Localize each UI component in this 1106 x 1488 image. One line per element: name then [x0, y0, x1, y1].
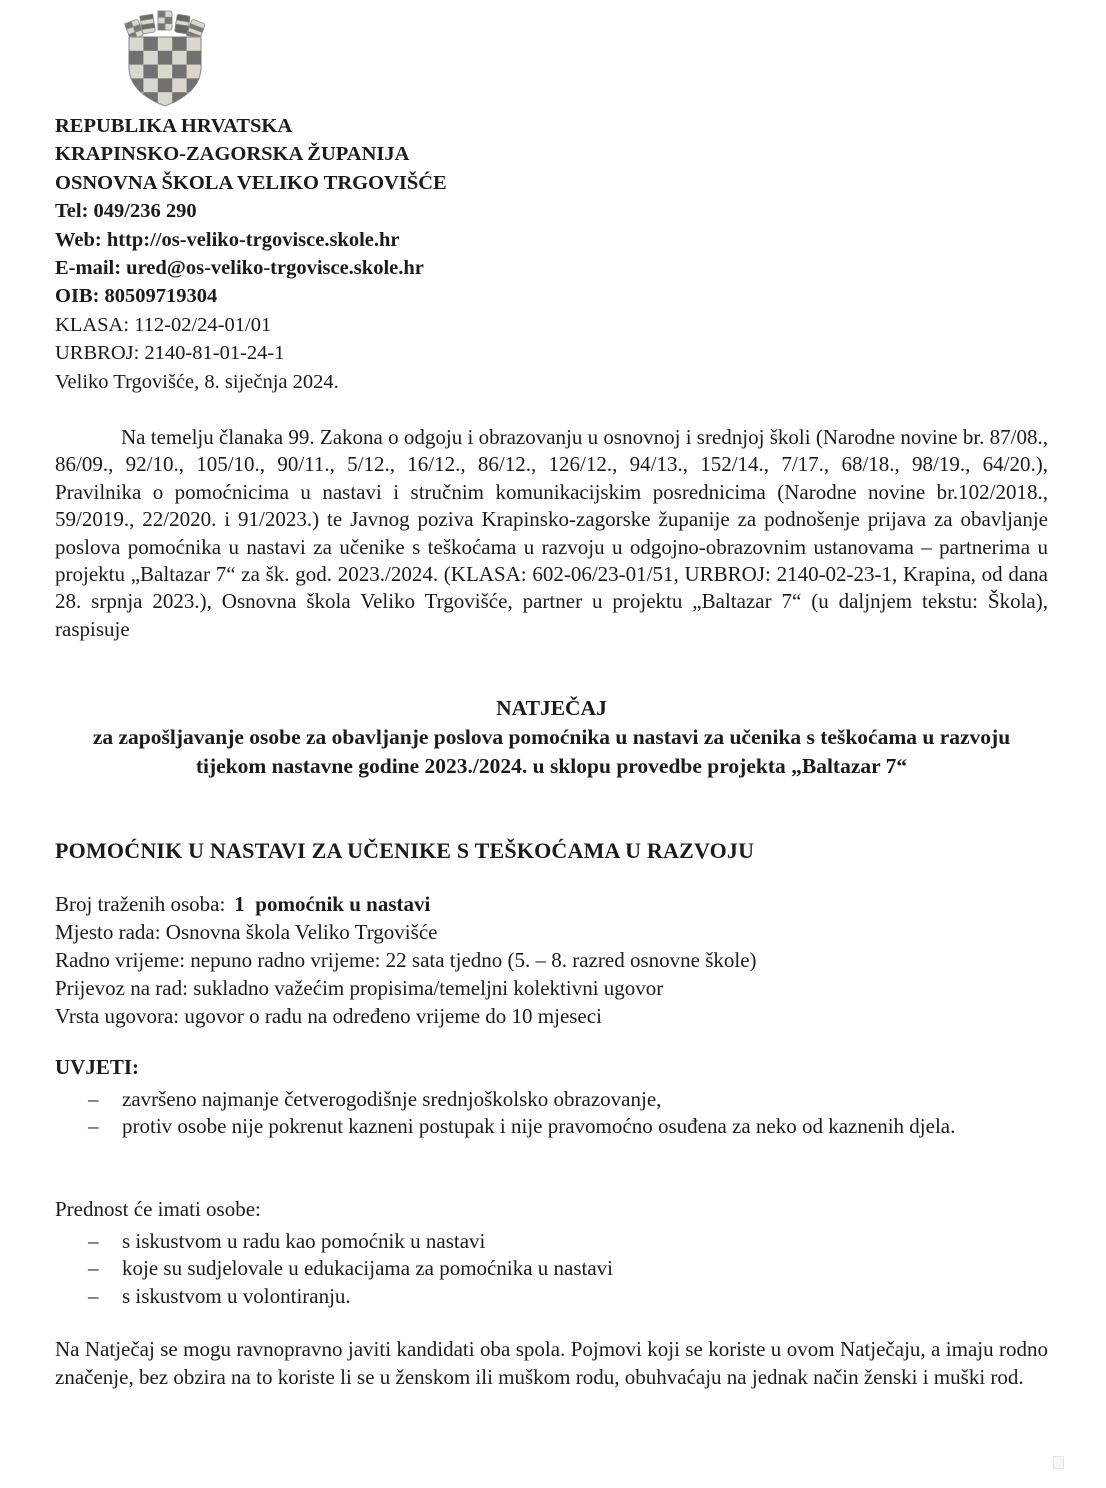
conditions-section — [55, 1054, 1048, 1141]
detail-working-hours: Radno vrijeme: nepuno radno vrijeme: 22 sata tjedno (5. – 8. razred osnovne škole) — [55, 948, 757, 972]
org-school-name: OSNOVNA ŠKOLA VELIKO TRGOVIŠĆE — [55, 171, 447, 194]
condition-text: završeno najmanje četverogodišnje srednjoškolsko obrazovanje, — [122, 1086, 662, 1111]
doc-urbroj: URBROJ: 2140-81-01-24-1 — [55, 342, 285, 365]
detail-location: Mjesto rada: Osnovna škola Veliko Trgovišće — [55, 920, 438, 944]
contact-email: E-mail: ured@os-veliko-trgovisce.skole.hr — [55, 257, 424, 280]
detail-count-line — [55, 890, 1048, 918]
condition-item — [55, 1086, 1048, 1114]
priority-heading: Prednost će imati osobe: — [55, 1197, 261, 1221]
detail-count-value: 1 pomoćnik u nastavi — [234, 892, 431, 916]
intro-paragraph: Na temelju članaka 99. Zakona o odgoju i obrazovanju u osnovnoj i srednjoj školi (Narodne novine br. 87/08., 86/09., 92/10., 105/10., 90/11., 5/12., 16/12., 86/12., 126/12., 94/13., 152/14., 7/17., 68/18., 98/19., 64/20.), Pravilnika o pomoćnicima u nastavi i stručnim komunikacijskim posrednicima (Narodne novine br.102/2018., 59/2019., 22/2020. i 91/2023.) te Javnog poziva Krapinsko-zagorske županije za podnošenje prijava za obavljanje poslova pomoćnika u nastavi za učenike s teškoćama u razvoju u odgojno-obrazovnim ustanovama – partnerima u projektu „Baltazar 7“ za šk. god. 2023./2024. (KLASA: 602-06/23-01/51, URBROJ: 2140-02-23-1, Krapina, od dana 28. srpnja 2023.), Osnovna škola Veliko Trgovišće, partner u projektu „Baltazar 7“ (u daljnjem tekstu: Škola), raspisuje — [55, 425, 1048, 641]
bullet-dash-icon: – — [88, 1283, 99, 1308]
condition-text: protiv osobe nije pokrenut kazneni postupak i nije pravomoćno osuđena za neko od kaznenih djela. — [122, 1114, 956, 1139]
priority-section — [55, 1196, 1048, 1310]
document-title: NATJEČAJ — [496, 696, 607, 720]
contact-website: Web: http://os-veliko-trgovisce.skole.hr — [55, 228, 400, 251]
priority-item — [55, 1283, 1048, 1311]
doc-klasa: KLASA: 112-02/24-01/01 — [55, 313, 272, 336]
title-block — [55, 694, 1048, 781]
contact-phone: Tel: 049/236 290 — [55, 200, 197, 223]
detail-count-label: Broj traženih osoba: — [55, 892, 226, 916]
priority-text: s iskustvom u volontiranju. — [122, 1283, 351, 1308]
detail-commute: Prijevoz na rad: sukladno važećim propisima/temeljni kolektivni ugovor — [55, 976, 664, 1000]
doc-place-date: Veliko Trgovišće, 8. siječnja 2024. — [55, 370, 339, 393]
priority-item — [55, 1255, 1048, 1283]
bullet-dash-icon: – — [88, 1228, 99, 1253]
coat-of-arms-graphic — [120, 8, 210, 110]
condition-item — [55, 1113, 1048, 1141]
job-details — [55, 890, 1048, 1030]
contact-oib: OIB: 80509719304 — [55, 285, 218, 308]
bullet-dash-icon: – — [88, 1086, 99, 1111]
document-subtitle: za zapošljavanje osobe za obavljanje poslova pomoćnika u nastavi za učenika s teškoćama u razvoju tijekom nastavne godine 2023./2024. u sklopu provedbe projekta „Baltazar 7“ — [92, 725, 1011, 778]
priority-text: s iskustvom u radu kao pomoćnik u nastavi — [122, 1228, 486, 1253]
bullet-dash-icon: – — [88, 1256, 99, 1281]
letterhead — [55, 112, 447, 396]
bullet-dash-icon: – — [88, 1114, 99, 1139]
org-country: REPUBLIKA HRVATSKA — [55, 115, 293, 137]
priority-text: koje su sudjelovale u edukacijama za pomoćnika u nastavi — [122, 1256, 614, 1281]
detail-contract-type: Vrsta ugovora: ugovor o radu na određeno vrijeme do 10 mjeseci — [55, 1004, 602, 1028]
closing-paragraph: Na Natječaj se mogu ravnopravno javiti kandidati oba spola. Pojmovi koji se koriste u ovom Natječaju, a imaju rodno značenje, bez obzira na to koriste li se u ženskom ili muškom rodu, obuhvaćaju na jednak način ženski i muški rod. — [55, 1337, 1048, 1389]
position-heading: POMOĆNIK U NASTAVI ZA UČENIKE S TEŠKOĆAMA U RAZVOJU — [55, 838, 755, 863]
conditions-heading: UVJETI: — [55, 1055, 140, 1079]
croatian-coat-of-arms-icon — [120, 8, 210, 110]
priority-item — [55, 1228, 1048, 1256]
org-county: KRAPINSKO-ZAGORSKA ŽUPANIJA — [55, 143, 410, 166]
scan-artifact — [1053, 1456, 1064, 1469]
